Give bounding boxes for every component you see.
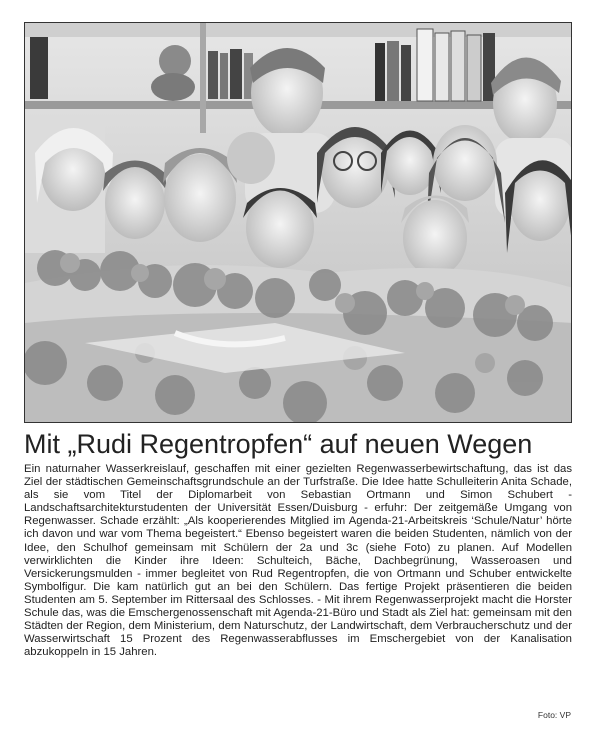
photo-credit: Foto: VP (537, 710, 571, 720)
article-body: Ein naturnaher Wasserkreislauf, geschaffen mit einer gezielten Regenwasserbewirtschaftung, das ist das Ziel der städtischen Gemeinschaftsgrundschule an der Turfstraße. Die Idee hatte Schulleiterin Anita Schade, als sie vom Titel der Diplomarbeit von Sebastian Ortmann und Simon Schubert - Landschaftsarchitekturstudenten der Universität Essen/Duisburg - erfuhr: Der zeitgemäße Umgang von Regenwasser. Schade erzählt: „Als kooperierendes Mitglied im Agenda-21-Arbeitskreis ‘Schule/Natur’ hörte ich davon und war vom Thema begeistert.“ Ebenso begeistert waren die beiden Studenten, nämlich von der Idee, den Schulhof gemeinsam mit Schülern der 2a und 3c (siehe Foto) zu planen. Auf Modellen verwirklichten die Kinder ihre Ideen: Schulteich, Bäche, Dachbegrünung, Wasseroasen und Versickerungsmulden - immer begleitet von Rud Regentropfen, die von Ortmann und Schuber entwickelte Symbolfigur. Die kam natürlich gut an bei den Schülern. Das fertige Projekt präsentieren die beiden Studenten am 5. September im Rittersaal des Schlosses. - Mit ihrem Regenwasserprojekt macht die Horster Schule das, was die Emschergenossenschaft mit Agenda-21-Büro und Stadt als Ziel hat: gemeinsam mit den Städten der Region, dem Ministerium, dem Naturschutz, der Landwirtschaft, dem Verbraucherschutz und der Wasserwirtschaft 15 Prozent des Regenwasserabflusses im Emschergebiet von der Kanalisation abzukoppeln in 15 Jahren. (24, 463, 572, 659)
article-photo (24, 22, 572, 423)
headline: Mit „Rudi Regentropfen“ auf neuen Wegen (24, 429, 533, 459)
children-with-model-photo (25, 23, 572, 423)
